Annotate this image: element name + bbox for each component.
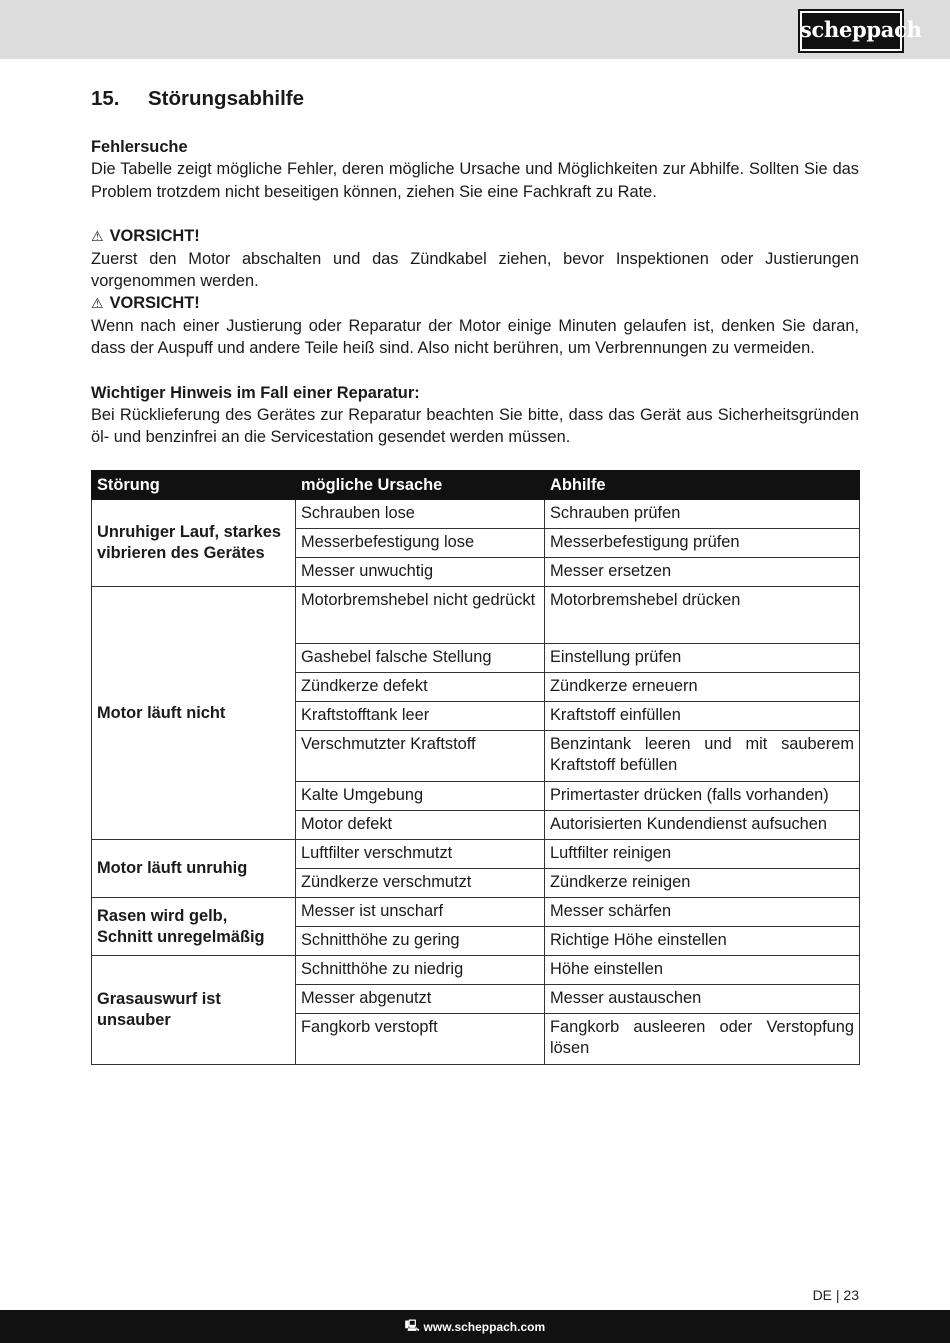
remedy-cell: Messer schärfen: [545, 898, 860, 927]
section-title: Störungsabhilfe: [148, 87, 305, 110]
cause-cell: Motor defekt: [296, 811, 545, 840]
remedy-cell: Schrauben prüfen: [545, 500, 860, 529]
remedy-cell: Kraftstoff einfüllen: [545, 702, 860, 731]
warning-1: [91, 225, 859, 247]
page-content: [91, 86, 859, 449]
remedy-cell: Luftfilter reinigen: [545, 840, 860, 869]
warning-2: [91, 292, 859, 314]
monitor-icon: 🖳: [404, 1320, 420, 1332]
cause-cell: Schnitthöhe zu niedrig: [296, 956, 545, 985]
remedy-cell: Fangkorb ausleeren oder Verstopfung lösen: [545, 1014, 860, 1065]
cause-cell: Messerbefestigung lose: [296, 529, 545, 558]
remedy-cell: Richtige Höhe einstellen: [545, 927, 860, 956]
troubleshooting-table: [91, 470, 860, 1065]
troubleshooting-heading: Fehlersuche: [91, 138, 188, 156]
repair-note-text: Bei Rücklieferung des Gerätes zur Reparatur beachten Sie bitte, dass das Gerät aus Sicherheitsgründen öl- und benzinfrei an die Servicestation gesendet werden müssen.: [91, 406, 859, 447]
table-row: [92, 840, 860, 869]
troubleshooting-text: Die Tabelle zeigt mögliche Fehler, deren mögliche Ursache und Möglichkeiten zur Abhilfe. Sollten Sie das Problem trotzdem nicht beseitigen können, ziehen Sie eine Fachkraft zu Rate.: [91, 160, 859, 201]
remedy-cell: Autorisierten Kundendienst aufsuchen: [545, 811, 860, 840]
cause-cell: Schrauben lose: [296, 500, 545, 529]
table-row: [92, 898, 860, 927]
cause-cell: Schnitthöhe zu gering: [296, 927, 545, 956]
cause-cell: Gashebel falsche Stellung: [296, 644, 545, 673]
header-abhilfe: Abhilfe: [545, 471, 860, 500]
cause-cell: Kalte Umgebung: [296, 782, 545, 811]
remedy-cell: Zündkerze erneuern: [545, 673, 860, 702]
warning-text: Wenn nach einer Justierung oder Reparatur der Motor einige Minuten gelaufen ist, denken Sie daran, dass der Auspuff und andere Teile heiß sind. Also nicht berühren, um Verbrennungen zu vermeiden.: [91, 316, 859, 358]
fault-cell: Motor läuft unruhig: [92, 840, 296, 898]
cause-cell: Zündkerze verschmutzt: [296, 869, 545, 898]
fault-cell: Rasen wird gelb, Schnitt unregelmäßig: [92, 898, 296, 956]
header-bar: [0, 0, 950, 59]
warning-label: VORSICHT!: [109, 294, 200, 313]
repair-note-heading: Wichtiger Hinweis im Fall einer Reparatur:: [91, 383, 420, 402]
table-row: [92, 956, 860, 985]
cause-cell: Messer unwuchtig: [296, 558, 545, 587]
remedy-cell: Zündkerze reinigen: [545, 869, 860, 898]
section-heading: [91, 86, 859, 112]
warning-triangle-icon: ⚠: [91, 228, 104, 245]
table-row: [92, 500, 860, 529]
warning-label: VORSICHT!: [109, 227, 200, 246]
remedy-cell: Primertaster drücken (falls vorhanden): [545, 782, 860, 811]
page-number: DE | 23: [812, 1287, 859, 1303]
cause-cell: Kraftstofftank leer: [296, 702, 545, 731]
remedy-cell: Messer ersetzen: [545, 558, 860, 587]
header-ursache: mögliche Ursache: [296, 471, 545, 500]
scheppach-logo: scheppach: [798, 9, 904, 53]
header-stoerung: Störung: [92, 471, 296, 500]
remedy-cell: Benzintank leeren und mit sauberem Kraftstoff befüllen: [545, 731, 860, 782]
cause-cell: Messer abgenutzt: [296, 985, 545, 1014]
remedy-cell: Motorbremshebel drücken: [545, 587, 860, 644]
cause-cell: Verschmutzter Kraftstoff: [296, 731, 545, 782]
warning-text: Zuerst den Motor abschalten und das Zündkabel ziehen, bevor Inspektionen oder Justierungen vorgenommen werden.: [91, 249, 859, 291]
cause-cell: Fangkorb verstopft: [296, 1014, 545, 1065]
remedy-cell: Höhe einstellen: [545, 956, 860, 985]
fault-cell: Unruhiger Lauf, starkes vibrieren des Gerätes: [92, 500, 296, 587]
cause-cell: Messer ist unscharf: [296, 898, 545, 927]
cause-cell: Motorbremshebel nicht gedrückt: [296, 587, 545, 644]
table-row: [92, 587, 860, 644]
website-link[interactable]: www.scheppach.com: [423, 1319, 546, 1334]
fault-cell: Motor läuft nicht: [92, 587, 296, 840]
table-header-row: [92, 471, 860, 500]
cause-cell: Zündkerze defekt: [296, 673, 545, 702]
footer-bar: [0, 1310, 950, 1343]
section-number: 15.: [91, 87, 120, 110]
warning-triangle-icon: ⚠: [91, 295, 104, 312]
cause-cell: Luftfilter verschmutzt: [296, 840, 545, 869]
remedy-cell: Einstellung prüfen: [545, 644, 860, 673]
remedy-cell: Messerbefestigung prüfen: [545, 529, 860, 558]
remedy-cell: Messer austauschen: [545, 985, 860, 1014]
fault-cell: Grasauswurf ist unsauber: [92, 956, 296, 1065]
